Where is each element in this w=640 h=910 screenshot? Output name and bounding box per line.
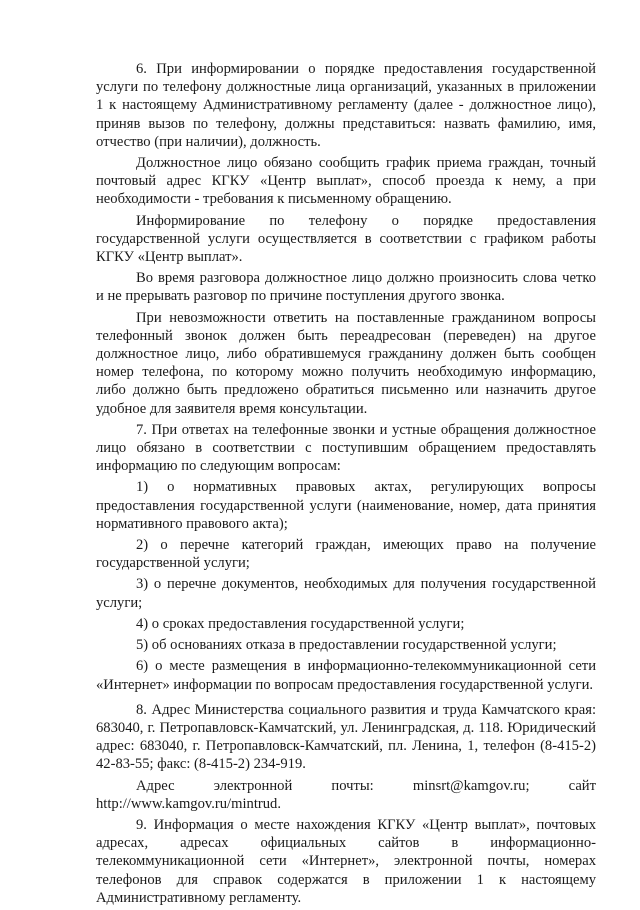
paragraph-conversation: Во время разговора должностное лицо должно произносить слова четко и не прерывать разговор по причине поступления другого звонка. <box>96 270 596 305</box>
list-item-3: 3) о перечне документов, необходимых для получения государственной услуги; <box>96 576 596 611</box>
paragraph-redirect: При невозможности ответить на поставленные гражданином вопросы телефонный звонок должен быть переадресован (переведен) на другое должностное лицо, либо обратившемуся гражданину должен быть сообщен номер телефона, по которому можно получить необходимую информацию, либо должно быть предложено обратиться письменно или назначить другое удобное для заявителя время консультации. <box>96 309 596 417</box>
paragraph-6: 6. При информировании о порядке предоставления государственной услуги по телефону должностные лица организаций, указанных в приложении 1 к настоящему Административному регламенту (далее - должностное лицо), приняв вызов по телефону, должны представиться: назвать фамилию, имя, отчество (при наличии), должность. <box>96 61 596 150</box>
paragraph-phone-info: Информирование по телефону о порядке предоставления государственной услуги осуществляется в соответствии с графиком работы КГКУ «Центр выплат». <box>96 212 596 266</box>
paragraph-8: 8. Адрес Министерства социального развития и труда Камчатского края: 683040, г. Петропавловск-Камчатский, ул. Ленинградская, д. 118. Юридический адрес: 683040, г. Петропавловск-Камчатский, пл. Ленина, 1, телефон (8-415-2) 42-83-55; факс: (8-415-2) 234-919. <box>96 701 596 773</box>
paragraph-7: 7. При ответах на телефонные звонки и устные обращения должностное лицо обязано в соответствии с поступившим обращением предоставлять информацию по следующим вопросам: <box>96 421 596 475</box>
list-item-5: 5) об основаниях отказа в предоставлении государственной услуги; <box>136 637 557 654</box>
paragraph-9: 9. Информация о месте нахождения КГКУ «Центр выплат», почтовых адресах, адресах официальных сайтов в информационно-телекоммуникационной сети «Интернет», электронной почты, номерах телефонов для справок содержатся в приложении 1 к настоящему Административному регламенту. <box>96 816 596 906</box>
paragraph-schedule: Должностное лицо обязано сообщить график приема граждан, точный почтовый адрес КГКУ «Центр выплат», способ проезда к нему, а при необходимости - требования к письменному обращению. <box>96 155 596 208</box>
document-body <box>96 60 596 910</box>
list-item-4: 4) о сроках предоставления государственной услуги; <box>136 615 465 632</box>
paragraph-email: Адрес электронной почты: minsrt@kamgov.ru; сайт http://www.kamgov.ru/mintrud. <box>96 777 596 812</box>
list-item-1: 1) о нормативных правовых актах, регулирующих вопросы предоставления государственной услуги (наименование, номер, дата принятия нормативного правового акта); <box>96 479 596 532</box>
list-item-6: 6) о месте размещения в информационно-телекоммуникационной сети «Интернет» информации по вопросам предоставления государственной услуги. <box>96 658 596 693</box>
list-item-2: 2) о перечне категорий граждан, имеющих право на получение государственной услуги; <box>96 537 596 572</box>
